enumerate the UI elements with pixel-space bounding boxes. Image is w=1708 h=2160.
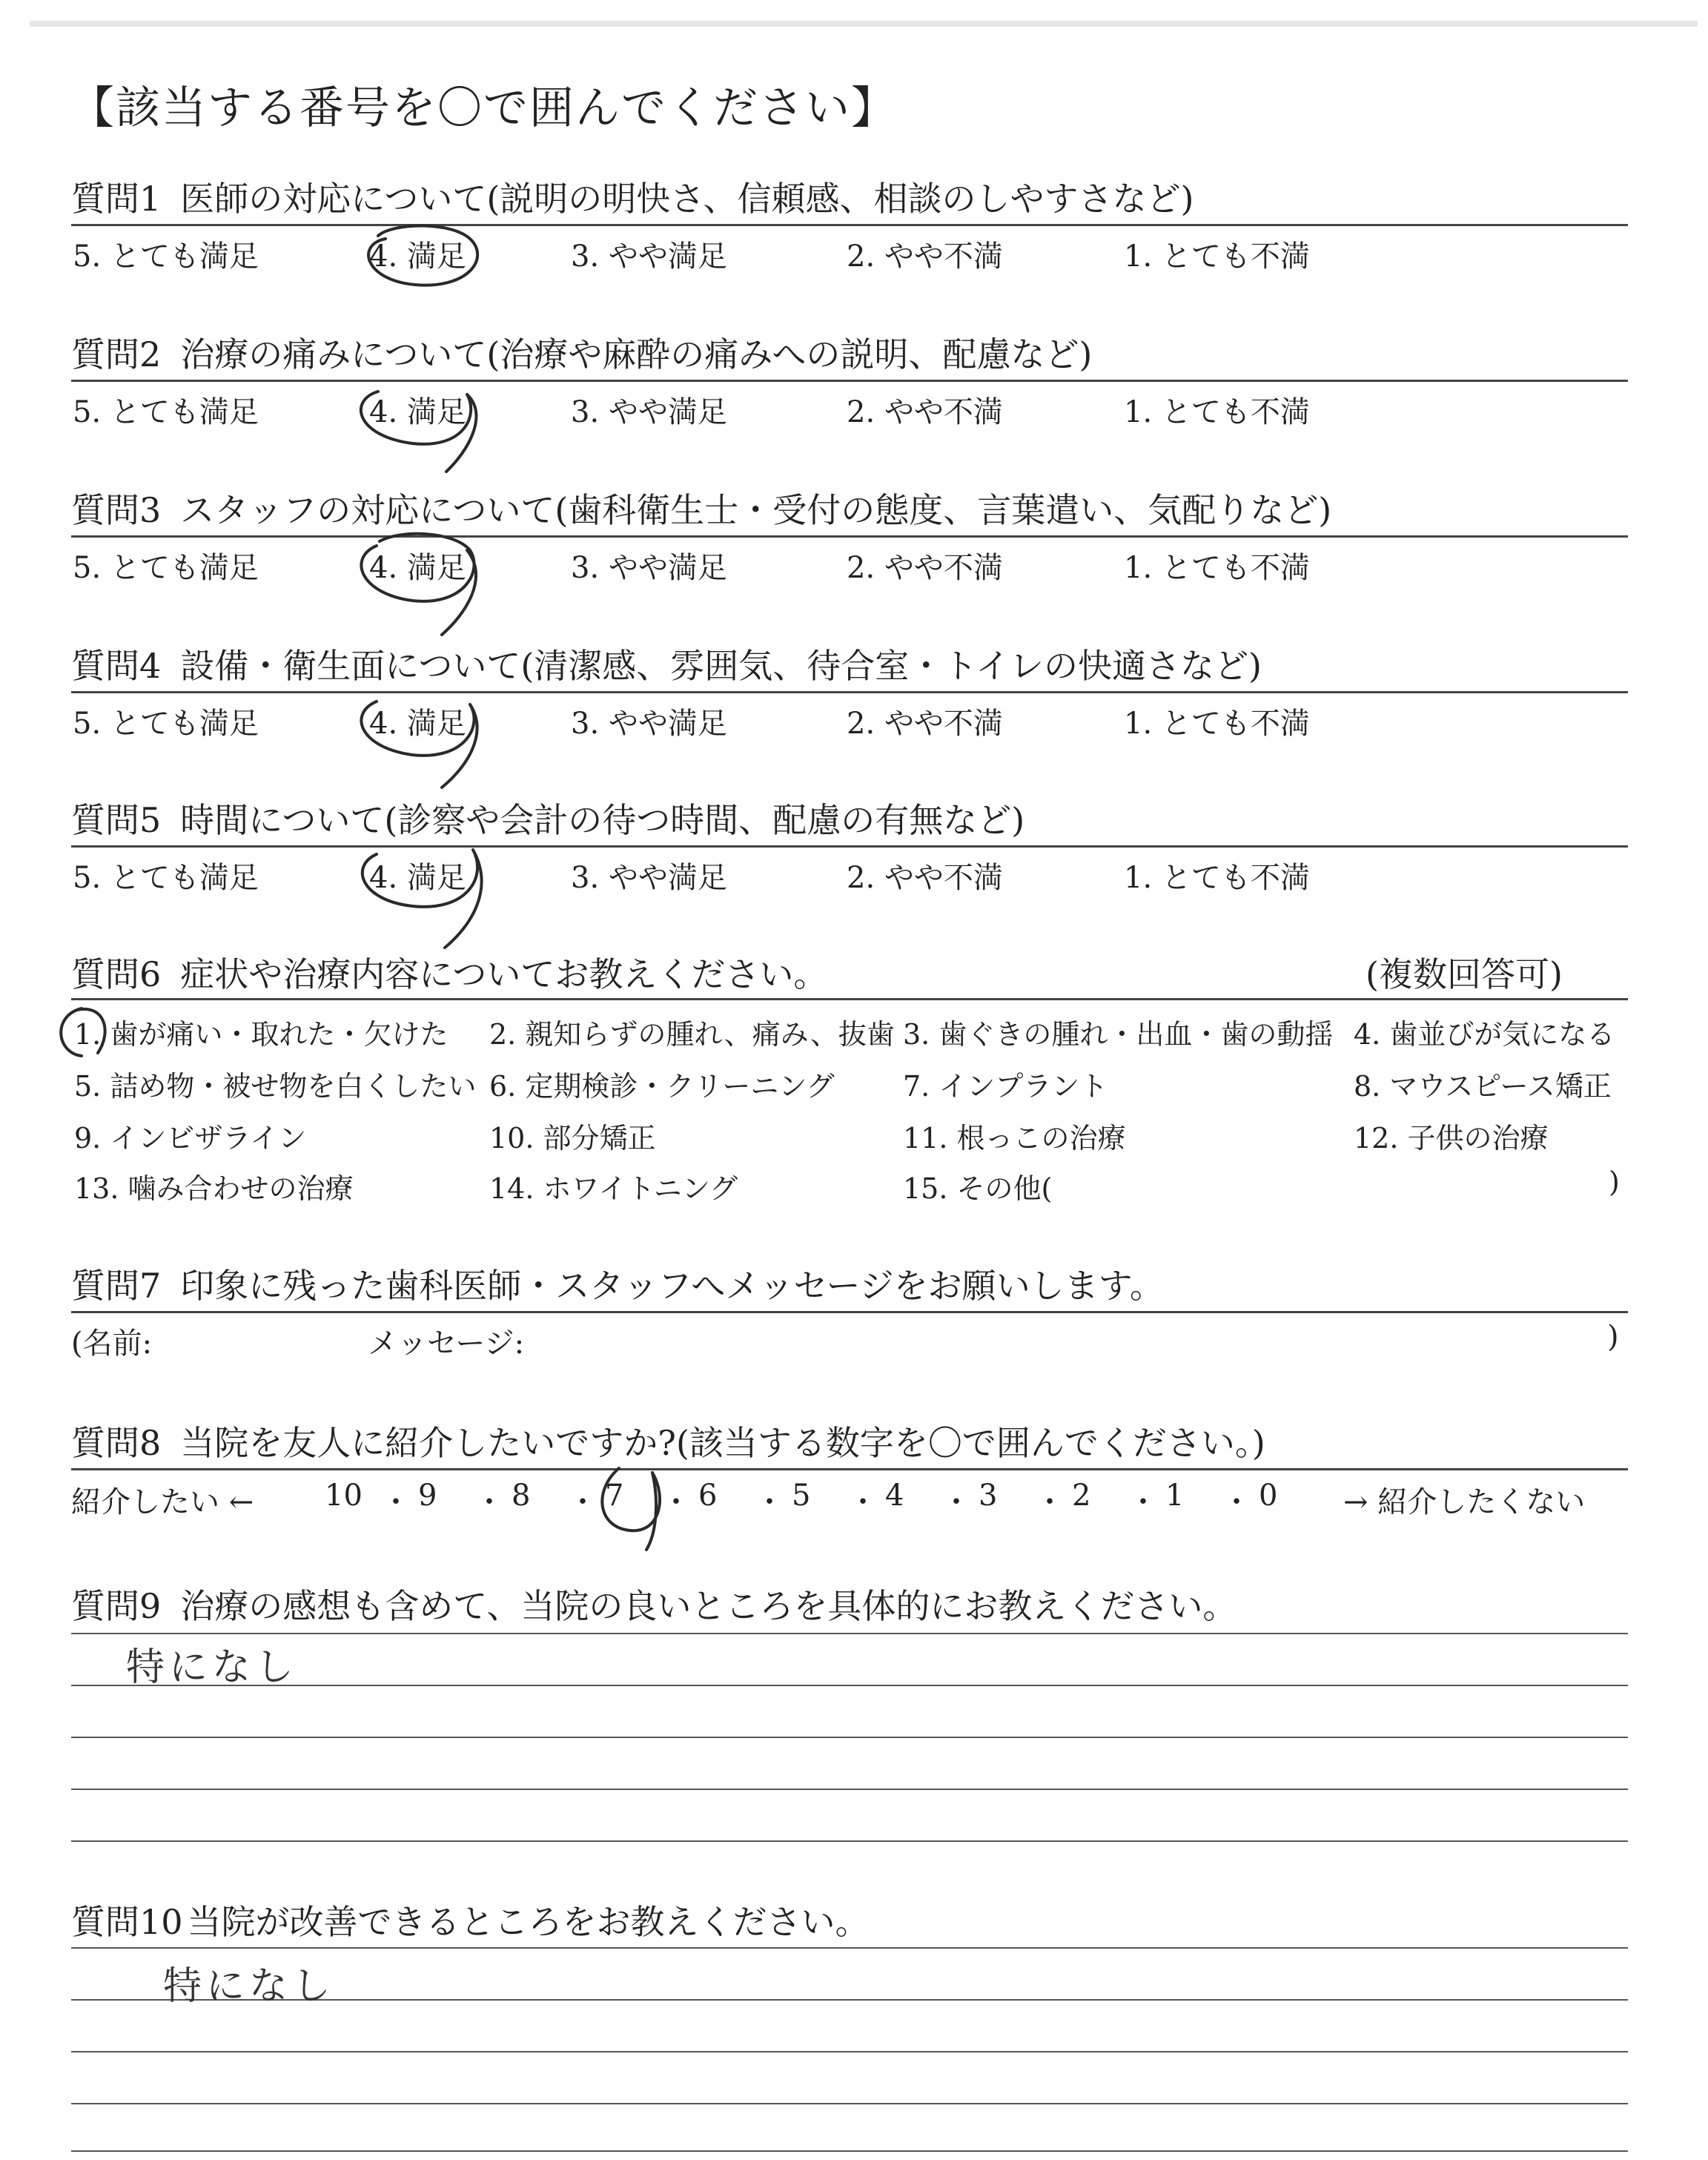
symptom-option[interactable]: 14. ホワイトニング xyxy=(489,1172,738,1205)
question-1-number: 質問1 xyxy=(71,179,162,219)
symptom-option[interactable]: 9. インビザライン xyxy=(74,1122,307,1155)
rating-option[interactable]: 4. 満足 xyxy=(369,240,466,274)
rating-option[interactable]: 2. やや不満 xyxy=(847,395,1003,429)
rating-option[interactable]: 2. やや不満 xyxy=(847,707,1003,741)
question-7-number: 質問7 xyxy=(71,1266,162,1306)
question-8-text: 当院を友人に紹介したいですか?(該当する数字を〇で囲んでください。) xyxy=(180,1423,1265,1463)
rating-option[interactable]: 5. とても満足 xyxy=(73,861,259,895)
scale-separator: ・ xyxy=(568,1485,598,1519)
question-2-text: 治療の痛みについて(治療や麻酔の痛みへの説明、配慮など) xyxy=(180,334,1093,374)
question-3-text: スタッフの対応について(歯科衛生士・受付の態度、言葉遣い、気配りなど) xyxy=(180,490,1332,530)
rating-option[interactable]: 1. とても不満 xyxy=(1124,240,1310,274)
symptom-option[interactable]: 15. その他( xyxy=(903,1172,1053,1205)
circle-mark-q3 xyxy=(361,534,476,635)
symptom-option[interactable]: 11. 根っこの治療 xyxy=(903,1122,1126,1155)
scale-number[interactable]: 3 xyxy=(979,1479,998,1513)
scale-number[interactable]: 0 xyxy=(1259,1479,1278,1513)
rating-option[interactable]: 1. とても不満 xyxy=(1124,861,1310,895)
rating-option[interactable]: 5. とても満足 xyxy=(73,707,259,741)
rating-option[interactable]: 3. やや満足 xyxy=(571,551,727,585)
scale-number[interactable]: 9 xyxy=(418,1479,437,1513)
question-4-text: 設備・衛生面について(清潔感、雰囲気、待合室・トイレの快適さなど) xyxy=(180,646,1262,686)
scale-separator: ・ xyxy=(381,1485,411,1519)
question-4-number: 質問4 xyxy=(71,646,162,686)
rating-option[interactable]: 1. とても不満 xyxy=(1124,395,1310,429)
message-label: メッセージ: xyxy=(368,1327,525,1361)
scale-separator: ・ xyxy=(1222,1485,1251,1519)
name-label: (名前: xyxy=(71,1327,153,1361)
handwritten-answer-9: 特になし xyxy=(126,1645,299,1690)
scale-right-label: → 紹介したくない xyxy=(1343,1485,1586,1519)
question-10-number: 質問10 xyxy=(71,1902,183,1942)
scale-number[interactable]: 2 xyxy=(1072,1479,1091,1513)
rating-option[interactable]: 4. 満足 xyxy=(369,395,466,429)
question-6-text: 症状や治療内容についてお教えください。 xyxy=(180,954,828,994)
rating-option[interactable]: 3. やや満足 xyxy=(571,240,727,274)
symptom-option[interactable]: 3. 歯ぐきの腫れ・出血・歯の動揺 xyxy=(903,1018,1334,1051)
question-6-number: 質問6 xyxy=(71,954,162,994)
other-close: ) xyxy=(1609,1166,1620,1198)
circle-mark-q6 xyxy=(61,1008,105,1056)
scale-separator: ・ xyxy=(474,1485,504,1519)
multiple-answers-note: (複数回答可) xyxy=(1366,954,1563,994)
question-5-text: 時間について(診察や会計の待つ時間、配慮の有無など) xyxy=(180,800,1025,840)
rating-option[interactable]: 3. やや満足 xyxy=(571,707,727,741)
scale-separator: ・ xyxy=(1035,1485,1065,1519)
circle-mark-q1 xyxy=(368,225,477,285)
symptom-option[interactable]: 7. インプラント xyxy=(903,1070,1108,1103)
symptom-option[interactable]: 10. 部分矯正 xyxy=(489,1122,656,1155)
circle-mark-q4 xyxy=(361,701,477,787)
rating-option[interactable]: 4. 満足 xyxy=(369,551,466,585)
rating-option[interactable]: 2. やや不満 xyxy=(847,240,1003,274)
scale-number[interactable]: 10 xyxy=(325,1479,363,1513)
symptom-option[interactable]: 5. 詰め物・被せ物を白くしたい xyxy=(74,1070,477,1103)
question-9-number: 質問9 xyxy=(71,1586,162,1626)
scale-number[interactable]: 8 xyxy=(512,1479,531,1513)
scale-left-label: 紹介したい ← xyxy=(71,1485,254,1519)
scale-number[interactable]: 6 xyxy=(698,1479,718,1513)
symptom-option[interactable]: 2. 親知らずの腫れ、痛み、抜歯 xyxy=(489,1018,895,1051)
rating-option[interactable]: 4. 満足 xyxy=(369,707,466,741)
symptom-option[interactable]: 12. 子供の治療 xyxy=(1354,1122,1549,1155)
handwritten-answer-10: 特になし xyxy=(163,1964,336,2009)
question-7-text: 印象に残った歯科医師・スタッフへメッセージをお願いします。 xyxy=(180,1266,1164,1306)
rating-option[interactable]: 2. やや不満 xyxy=(847,551,1003,585)
rating-option[interactable]: 5. とても満足 xyxy=(73,395,259,429)
scale-separator: ・ xyxy=(941,1485,971,1519)
rating-option[interactable]: 5. とても満足 xyxy=(73,551,259,585)
rating-option[interactable]: 2. やや不満 xyxy=(847,861,1003,895)
scale-separator: ・ xyxy=(755,1485,784,1519)
scale-number[interactable]: 5 xyxy=(792,1479,811,1513)
question-8-number: 質問8 xyxy=(71,1423,162,1463)
scale-separator: ・ xyxy=(848,1485,878,1519)
symptom-option[interactable]: 13. 噛み合わせの治療 xyxy=(74,1172,354,1205)
question-9-text: 治療の感想も含めて、当院の良いところを具体的にお教えください。 xyxy=(180,1586,1237,1626)
scale-number[interactable]: 1 xyxy=(1165,1479,1185,1513)
scale-number[interactable]: 7 xyxy=(605,1479,624,1513)
symptom-option[interactable]: 8. マウスピース矯正 xyxy=(1354,1070,1612,1103)
rating-option[interactable]: 3. やや満足 xyxy=(571,395,727,429)
rating-option[interactable]: 1. とても不満 xyxy=(1124,551,1310,585)
form-title: 【該当する番号を〇で囲んでください】 xyxy=(70,82,897,134)
symptom-option[interactable]: 1. 歯が痛い・取れた・欠けた xyxy=(74,1018,448,1051)
circle-mark-q8 xyxy=(602,1468,660,1550)
symptom-option[interactable]: 6. 定期検診・クリーニング xyxy=(489,1070,835,1103)
circle-mark-q5 xyxy=(363,850,482,948)
symptom-option[interactable]: 4. 歯並びが気になる xyxy=(1354,1018,1615,1051)
question-5-number: 質問5 xyxy=(71,800,162,840)
question-3-number: 質問3 xyxy=(71,490,162,530)
circle-mark-q2 xyxy=(361,392,477,472)
question-2-number: 質問2 xyxy=(71,334,162,374)
question-1-text: 医師の対応について(説明の明快さ、信頼感、相談のしやすさなど) xyxy=(180,179,1194,219)
rating-option[interactable]: 1. とても不満 xyxy=(1124,707,1310,741)
question-10-text: 当院が改善できるところをお教えください。 xyxy=(187,1902,870,1942)
scale-number[interactable]: 4 xyxy=(885,1479,904,1513)
rating-option[interactable]: 3. やや満足 xyxy=(571,861,727,895)
scale-separator: ・ xyxy=(1128,1485,1158,1519)
scale-separator: ・ xyxy=(661,1485,691,1519)
rating-option[interactable]: 4. 満足 xyxy=(369,861,466,895)
message-close: ) xyxy=(1607,1320,1619,1354)
rating-option[interactable]: 5. とても満足 xyxy=(73,240,259,274)
